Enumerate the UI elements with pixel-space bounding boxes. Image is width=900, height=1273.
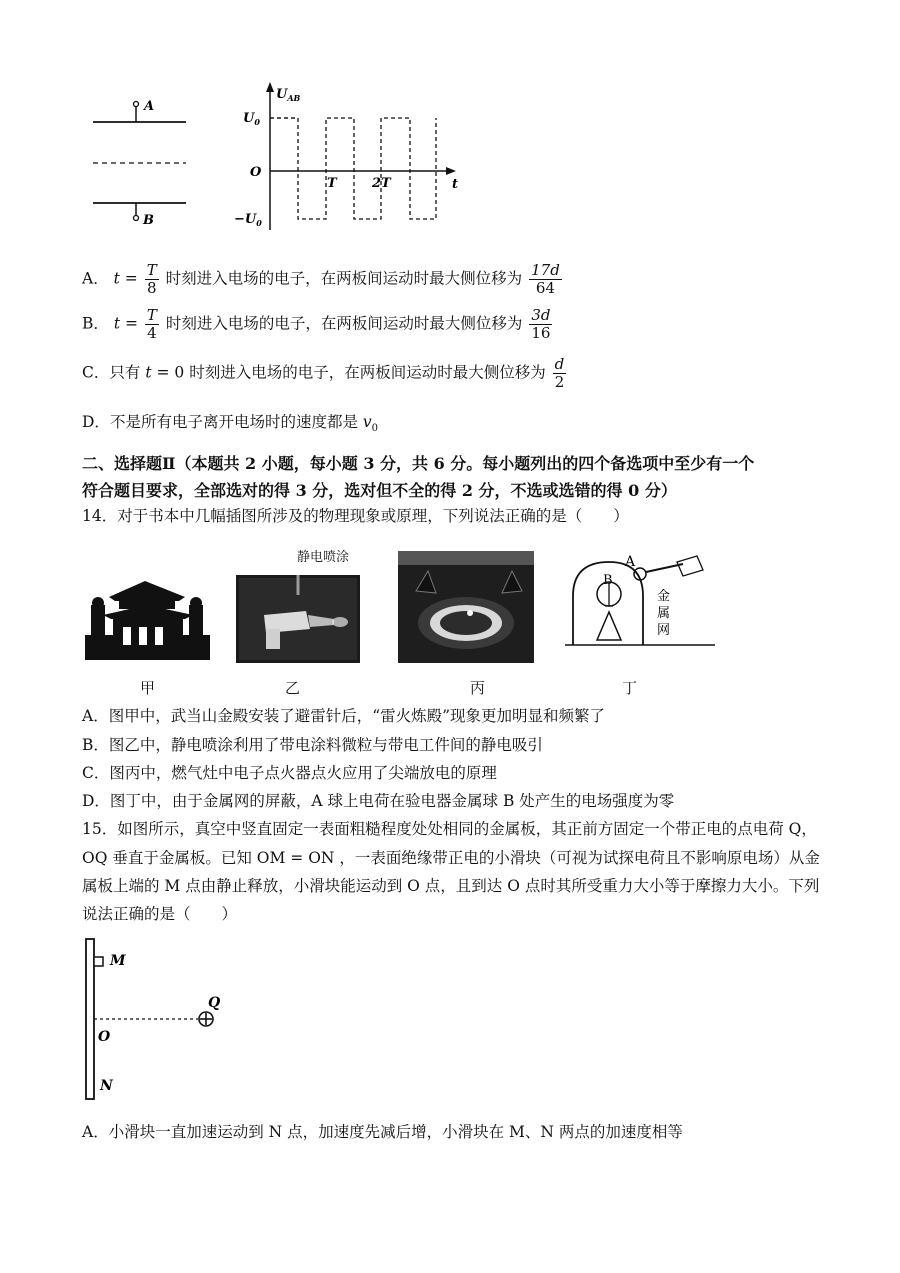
mesh-label-3: 网 [657, 623, 671, 638]
x-axis-arrow [446, 167, 456, 175]
q14-option-c: C．图丙中，燃气灶中电子点火器点火应用了尖端放电的原理 [82, 764, 497, 782]
gas-stove-photo [398, 551, 534, 663]
caption-yi: 乙 [285, 679, 301, 697]
q14-stem: 14．对于书本中几幅插图所涉及的物理现象或原理，下列说法正确的是（ ） [82, 507, 629, 525]
q15-line1: 15．如图所示，真空中竖直固定一表面粗糙程度处处相同的金属板，其正前方固定一个带正电的点电荷 Q， [82, 820, 817, 838]
spray-label: 静电喷涂 [297, 550, 350, 565]
caption-ding: 丁 [622, 679, 638, 697]
temple-photo [85, 575, 210, 660]
q13-option-c: C．只有 t = 0 时刻进入电场的电子，在两板间运动时最大侧位移为 $\frac{d}{2}$ [82, 355, 565, 391]
tick-t: T [327, 176, 337, 191]
tick-neg-u0: $-U_0$ [234, 212, 262, 228]
charge-q-label: Q [208, 995, 221, 1011]
spray-photo [236, 575, 360, 663]
q15-line2: OQ 垂直于金属板。已知 OM = ON ，一表面绝缘带正电的小滑块（可视为试探电荷且不影响原电场）从金 [82, 849, 820, 867]
metal-plate [86, 939, 94, 1099]
xlabel: t [452, 177, 459, 192]
point-o-label: O [98, 1029, 111, 1045]
q14-option-d: D．图丁中，由于金属网的屏蔽，A 球上电荷在验电器金属球 B 处产生的电场强度为零 [82, 792, 675, 810]
mesh-label-2: 属 [657, 606, 671, 621]
section2-line2: 符合题目要求，全部选对的得 3 分，选对但不全的得 2 分，不选或选错的得 0 分） [82, 481, 677, 500]
q13-option-d: D．不是所有电子离开电场时的速度都是 $v_0$ [82, 413, 379, 435]
ylabel: $U_{AB}$ [276, 87, 301, 103]
q13-option-a: A． t = $\frac{T}{8}$ 时刻进入电场的电子，在两板间运动时最大侧位移为 $\frac{17d}{64}$ [82, 261, 560, 297]
metal-plate-figure [80, 935, 240, 1105]
q13-option-b: B． t = $\frac{T}{4}$ 时刻进入电场的电子，在两板间运动时最大侧位移为 $\frac{3d}{16}$ [82, 306, 551, 342]
origin-label: O [250, 165, 262, 180]
slider-block [94, 957, 103, 966]
y-axis-arrow [266, 82, 274, 92]
q14-option-a: A．图甲中，武当山金殿安装了避雷针后，“雷火炼殿”现象更加明显和频繁了 [82, 707, 606, 725]
tick-2t: 2T [372, 176, 391, 191]
caption-jia: 甲 [140, 679, 156, 697]
square-wave [270, 118, 436, 219]
caption-bing: 丙 [470, 679, 486, 697]
ball-a-label: A [625, 554, 636, 570]
voltage-waveform-figure [226, 80, 466, 240]
section2-line1: 二、选择题Ⅱ（本题共 2 小题，每小题 3 分，共 6 分。每小题列出的四个备选项中至少有一个 [82, 454, 755, 473]
label-a: A [144, 99, 155, 114]
ball-b-label: B [603, 573, 613, 588]
q15-line3: 属板上端的 M 点由静止释放，小滑块能运动到 O 点，且到达 O 点时其所受重力大小等于摩擦力大小。下列 [82, 877, 820, 895]
electroscope-figure [565, 550, 715, 650]
q15-line4: 说法正确的是（ ） [82, 905, 238, 923]
point-m-label: M [110, 953, 126, 969]
label-b: B [143, 213, 154, 228]
point-n-label: N [100, 1078, 113, 1094]
mesh-label-1: 金 [657, 589, 671, 604]
tick-u0: $U_0$ [243, 111, 260, 127]
q15-option-a: A．小滑块一直加速运动到 N 点，加速度先减后增，小滑块在 M、N 两点的加速度相等 [82, 1123, 683, 1141]
q14-option-b: B．图乙中，静电喷涂利用了带电涂料微粒与带电工件间的静电吸引 [82, 736, 543, 754]
hand-icon [677, 556, 703, 576]
capacitor-plates-figure [88, 96, 198, 236]
